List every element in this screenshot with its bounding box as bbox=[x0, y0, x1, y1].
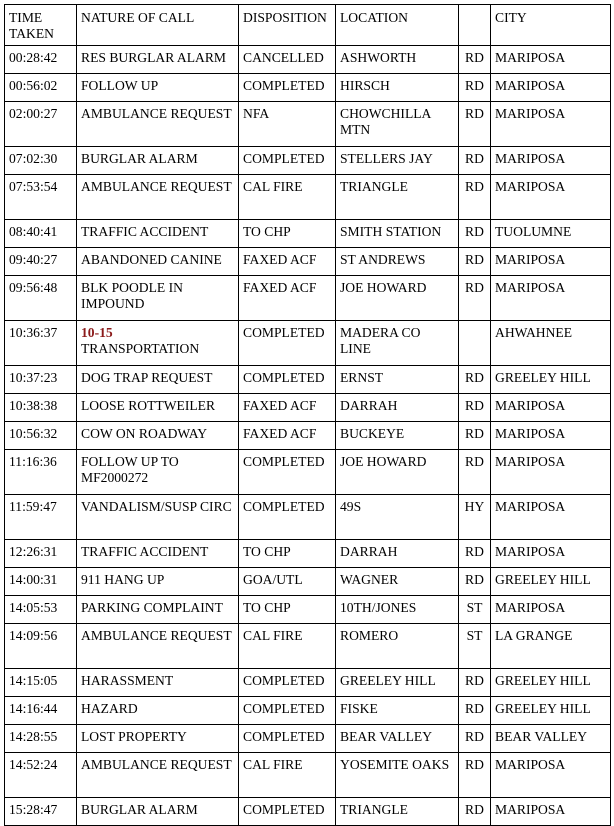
disposition-cell: COMPLETED bbox=[239, 798, 336, 826]
table-row bbox=[5, 697, 611, 725]
location-cell: ROMERO bbox=[336, 624, 459, 669]
city-cell: MARIPOSA bbox=[491, 102, 611, 147]
city-cell: AHWAHNEE bbox=[491, 321, 611, 366]
suffix-cell: RD bbox=[459, 147, 491, 175]
nature-cell: TRAFFIC ACCIDENT bbox=[77, 220, 239, 248]
suffix-cell: ST bbox=[459, 596, 491, 624]
time-cell: 08:40:41 bbox=[5, 220, 77, 248]
time-cell: 00:56:02 bbox=[5, 74, 77, 102]
location-cell: 10TH/JONES bbox=[336, 596, 459, 624]
city-cell: MARIPOSA bbox=[491, 540, 611, 568]
location-cell: DARRAH bbox=[336, 394, 459, 422]
time-cell: 14:52:24 bbox=[5, 753, 77, 798]
time-cell: 14:05:53 bbox=[5, 596, 77, 624]
city-cell: MARIPOSA bbox=[491, 147, 611, 175]
table-row bbox=[5, 394, 611, 422]
table-row bbox=[5, 366, 611, 394]
disposition-cell: COMPLETED bbox=[239, 725, 336, 753]
city-cell: GREELEY HILL bbox=[491, 669, 611, 697]
location-cell: TRIANGLE bbox=[336, 175, 459, 220]
city-cell: MARIPOSA bbox=[491, 422, 611, 450]
nature-cell: TRAFFIC ACCIDENT bbox=[77, 540, 239, 568]
nature-cell: BURGLAR ALARM bbox=[77, 147, 239, 175]
call-log bbox=[4, 4, 610, 826]
time-cell: 10:37:23 bbox=[5, 366, 77, 394]
suffix-cell: RD bbox=[459, 102, 491, 147]
header-nature-of-call: NATURE OF CALL bbox=[77, 5, 239, 46]
disposition-cell: CAL FIRE bbox=[239, 175, 336, 220]
table-row bbox=[5, 321, 611, 366]
table-row bbox=[5, 540, 611, 568]
time-cell: 11:59:47 bbox=[5, 495, 77, 540]
header-suffix bbox=[459, 5, 491, 46]
time-cell: 14:16:44 bbox=[5, 697, 77, 725]
city-cell: MARIPOSA bbox=[491, 394, 611, 422]
suffix-cell: RD bbox=[459, 725, 491, 753]
header-row bbox=[5, 5, 611, 46]
disposition-cell: COMPLETED bbox=[239, 74, 336, 102]
city-cell: GREELEY HILL bbox=[491, 697, 611, 725]
time-cell: 09:56:48 bbox=[5, 276, 77, 321]
table-row bbox=[5, 46, 611, 74]
city-cell: MARIPOSA bbox=[491, 596, 611, 624]
city-cell: LA GRANGE bbox=[491, 624, 611, 669]
disposition-cell: COMPLETED bbox=[239, 669, 336, 697]
suffix-cell: RD bbox=[459, 669, 491, 697]
city-cell: MARIPOSA bbox=[491, 753, 611, 798]
time-cell: 15:28:47 bbox=[5, 798, 77, 826]
header-location: LOCATION bbox=[336, 5, 459, 46]
nature-cell: FOLLOW UP TO MF2000272 bbox=[77, 450, 239, 495]
nature-cell: BLK POODLE IN IMPOUND bbox=[77, 276, 239, 321]
suffix-cell: RD bbox=[459, 753, 491, 798]
suffix-cell: RD bbox=[459, 46, 491, 74]
disposition-cell: COMPLETED bbox=[239, 495, 336, 540]
suffix-cell: RD bbox=[459, 74, 491, 102]
nature-text: TRANSPORTATION bbox=[81, 341, 200, 356]
disposition-cell: CAL FIRE bbox=[239, 624, 336, 669]
disposition-cell: NFA bbox=[239, 102, 336, 147]
disposition-cell: COMPLETED bbox=[239, 147, 336, 175]
nature-cell: 911 HANG UP bbox=[77, 568, 239, 596]
table-row bbox=[5, 596, 611, 624]
table-row bbox=[5, 568, 611, 596]
nature-cell: AMBULANCE REQUEST bbox=[77, 624, 239, 669]
header-city: CITY bbox=[491, 5, 611, 46]
city-cell: GREELEY HILL bbox=[491, 366, 611, 394]
suffix-cell: RD bbox=[459, 540, 491, 568]
suffix-cell: HY bbox=[459, 495, 491, 540]
nature-cell: LOST PROPERTY bbox=[77, 725, 239, 753]
city-cell: MARIPOSA bbox=[491, 248, 611, 276]
city-cell: MARIPOSA bbox=[491, 74, 611, 102]
location-cell: GREELEY HILL bbox=[336, 669, 459, 697]
table-row bbox=[5, 175, 611, 220]
suffix-cell: RD bbox=[459, 798, 491, 826]
city-cell: MARIPOSA bbox=[491, 495, 611, 540]
time-cell: 09:40:27 bbox=[5, 248, 77, 276]
location-cell: 49S bbox=[336, 495, 459, 540]
suffix-cell: RD bbox=[459, 220, 491, 248]
suffix-cell: RD bbox=[459, 248, 491, 276]
disposition-cell: TO CHP bbox=[239, 540, 336, 568]
location-cell: YOSEMITE OAKS bbox=[336, 753, 459, 798]
table-row bbox=[5, 669, 611, 697]
nature-cell: HARASSMENT bbox=[77, 669, 239, 697]
time-cell: 00:28:42 bbox=[5, 46, 77, 74]
city-cell: MARIPOSA bbox=[491, 798, 611, 826]
table-row bbox=[5, 725, 611, 753]
city-cell: MARIPOSA bbox=[491, 450, 611, 495]
location-cell: WAGNER bbox=[336, 568, 459, 596]
location-cell: HIRSCH bbox=[336, 74, 459, 102]
location-cell: BEAR VALLEY bbox=[336, 725, 459, 753]
nature-cell: BURGLAR ALARM bbox=[77, 798, 239, 826]
location-cell: JOE HOWARD bbox=[336, 450, 459, 495]
nature-cell: ABANDONED CANINE bbox=[77, 248, 239, 276]
suffix-cell: RD bbox=[459, 422, 491, 450]
time-cell: 14:00:31 bbox=[5, 568, 77, 596]
table-row bbox=[5, 495, 611, 540]
city-cell: BEAR VALLEY bbox=[491, 725, 611, 753]
time-cell: 14:28:55 bbox=[5, 725, 77, 753]
table-row bbox=[5, 450, 611, 495]
location-cell: ST ANDREWS bbox=[336, 248, 459, 276]
call-log-table bbox=[4, 4, 611, 826]
nature-cell: FOLLOW UP bbox=[77, 74, 239, 102]
city-cell: MARIPOSA bbox=[491, 276, 611, 321]
suffix-cell: RD bbox=[459, 366, 491, 394]
header-time-taken: TIME TAKEN bbox=[5, 5, 77, 46]
table-header bbox=[5, 5, 611, 46]
suffix-cell: RD bbox=[459, 568, 491, 596]
disposition-cell: FAXED ACF bbox=[239, 276, 336, 321]
city-cell: MARIPOSA bbox=[491, 46, 611, 74]
time-cell: 12:26:31 bbox=[5, 540, 77, 568]
table-row bbox=[5, 798, 611, 826]
city-cell: GREELEY HILL bbox=[491, 568, 611, 596]
table-body bbox=[5, 46, 611, 826]
time-cell: 10:36:37 bbox=[5, 321, 77, 366]
location-cell: DARRAH bbox=[336, 540, 459, 568]
suffix-cell: RD bbox=[459, 175, 491, 220]
nature-cell: PARKING COMPLAINT bbox=[77, 596, 239, 624]
table-row bbox=[5, 74, 611, 102]
table-row bbox=[5, 220, 611, 248]
table-row bbox=[5, 276, 611, 321]
location-cell: ASHWORTH bbox=[336, 46, 459, 74]
table-row bbox=[5, 753, 611, 798]
disposition-cell: COMPLETED bbox=[239, 366, 336, 394]
suffix-cell: RD bbox=[459, 697, 491, 725]
nature-cell: AMBULANCE REQUEST bbox=[77, 753, 239, 798]
disposition-cell: FAXED ACF bbox=[239, 422, 336, 450]
location-cell: BUCKEYE bbox=[336, 422, 459, 450]
nature-cell: COW ON ROADWAY bbox=[77, 422, 239, 450]
location-cell: ERNST bbox=[336, 366, 459, 394]
location-cell: JOE HOWARD bbox=[336, 276, 459, 321]
header-disposition: DISPOSITION bbox=[239, 5, 336, 46]
disposition-cell: CANCELLED bbox=[239, 46, 336, 74]
suffix-cell: ST bbox=[459, 624, 491, 669]
disposition-cell: FAXED ACF bbox=[239, 248, 336, 276]
table-row bbox=[5, 248, 611, 276]
time-cell: 14:15:05 bbox=[5, 669, 77, 697]
location-cell: TRIANGLE bbox=[336, 798, 459, 826]
table-row bbox=[5, 102, 611, 147]
time-cell: 02:00:27 bbox=[5, 102, 77, 147]
disposition-cell: FAXED ACF bbox=[239, 394, 336, 422]
disposition-cell: COMPLETED bbox=[239, 321, 336, 366]
suffix-cell bbox=[459, 321, 491, 366]
location-cell: STELLERS JAY bbox=[336, 147, 459, 175]
time-cell: 10:38:38 bbox=[5, 394, 77, 422]
disposition-cell: GOA/UTL bbox=[239, 568, 336, 596]
time-cell: 10:56:32 bbox=[5, 422, 77, 450]
nature-cell: HAZARD bbox=[77, 697, 239, 725]
disposition-cell: TO CHP bbox=[239, 220, 336, 248]
disposition-cell: COMPLETED bbox=[239, 450, 336, 495]
nature-cell: DOG TRAP REQUEST bbox=[77, 366, 239, 394]
nature-code: 10-15 bbox=[81, 325, 113, 340]
suffix-cell: RD bbox=[459, 450, 491, 495]
location-cell: MADERA CO LINE bbox=[336, 321, 459, 366]
location-cell: FISKE bbox=[336, 697, 459, 725]
disposition-cell: COMPLETED bbox=[239, 697, 336, 725]
nature-cell: RES BURGLAR ALARM bbox=[77, 46, 239, 74]
table-row bbox=[5, 422, 611, 450]
nature-cell: VANDALISM/SUSP CIRC bbox=[77, 495, 239, 540]
city-cell: TUOLUMNE bbox=[491, 220, 611, 248]
time-cell: 07:02:30 bbox=[5, 147, 77, 175]
suffix-cell: RD bbox=[459, 394, 491, 422]
time-cell: 14:09:56 bbox=[5, 624, 77, 669]
city-cell: MARIPOSA bbox=[491, 175, 611, 220]
nature-cell bbox=[77, 321, 239, 366]
nature-cell: LOOSE ROTTWEILER bbox=[77, 394, 239, 422]
time-cell: 07:53:54 bbox=[5, 175, 77, 220]
suffix-cell: RD bbox=[459, 276, 491, 321]
location-cell: SMITH STATION bbox=[336, 220, 459, 248]
disposition-cell: CAL FIRE bbox=[239, 753, 336, 798]
nature-cell: AMBULANCE REQUEST bbox=[77, 102, 239, 147]
disposition-cell: TO CHP bbox=[239, 596, 336, 624]
location-cell: CHOWCHILLA MTN bbox=[336, 102, 459, 147]
time-cell: 11:16:36 bbox=[5, 450, 77, 495]
table-row bbox=[5, 147, 611, 175]
nature-cell: AMBULANCE REQUEST bbox=[77, 175, 239, 220]
table-row bbox=[5, 624, 611, 669]
